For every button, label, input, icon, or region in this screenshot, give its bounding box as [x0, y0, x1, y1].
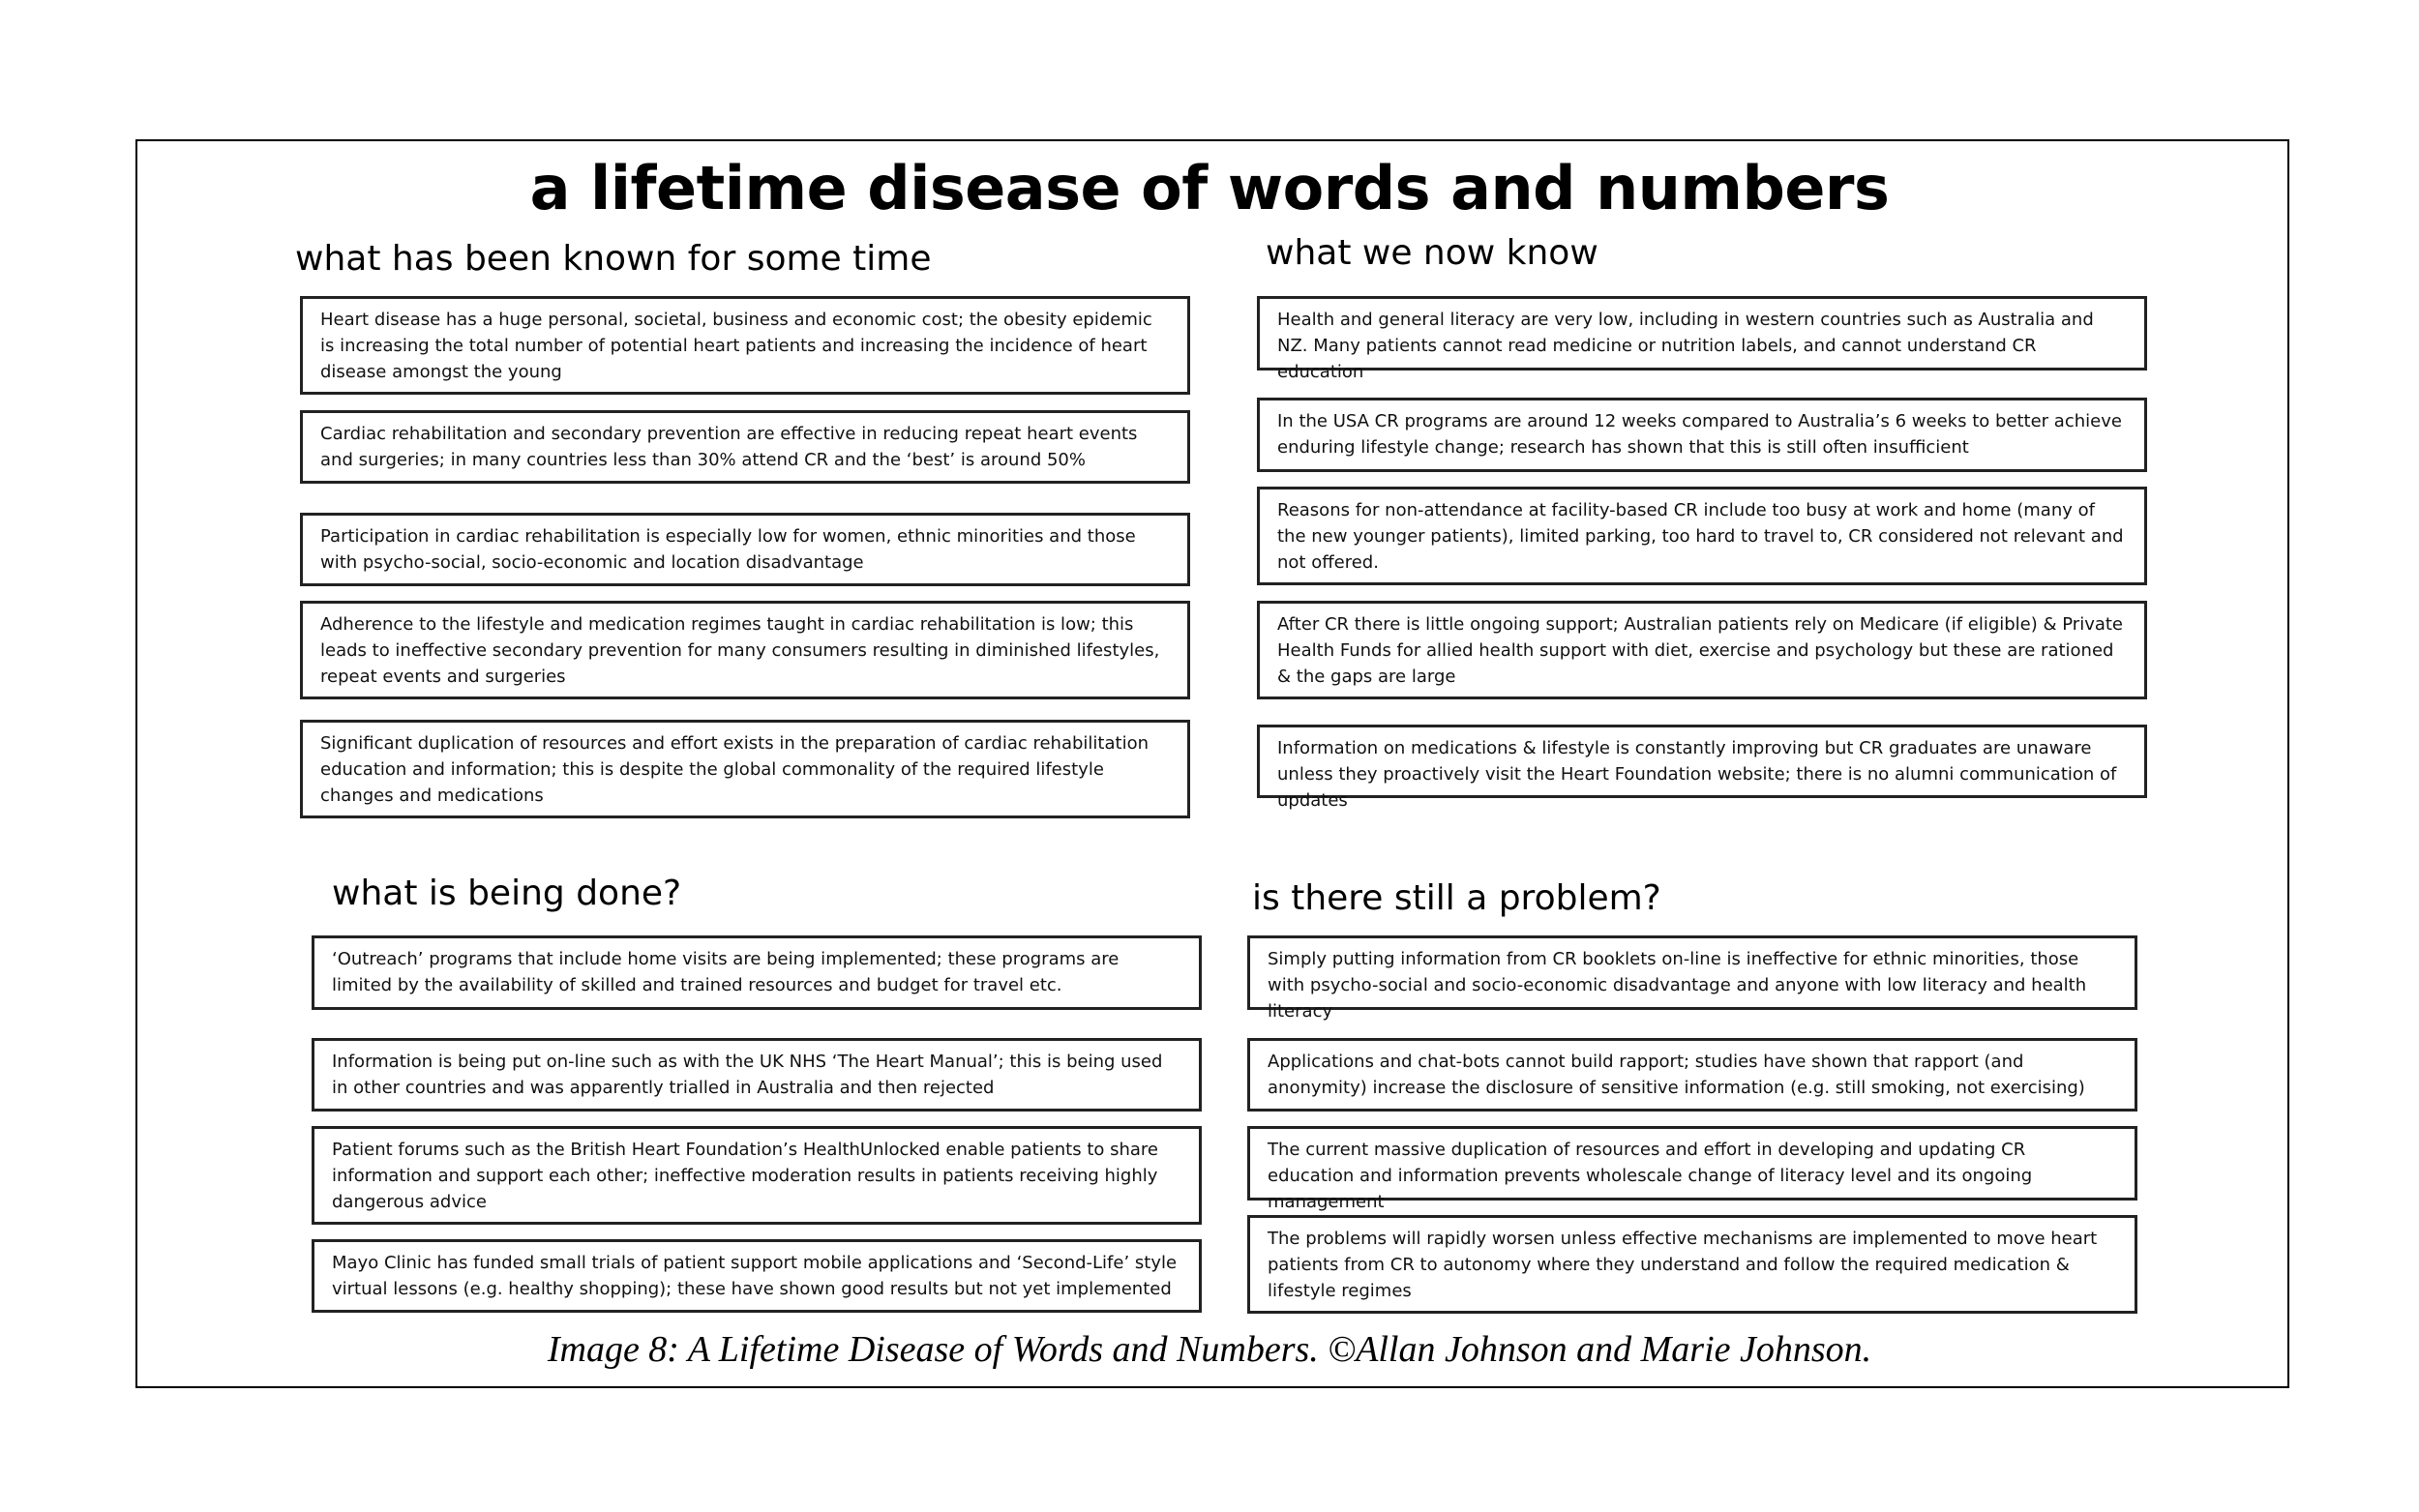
done-item-1: ‘Outreach’ programs that include home visits are being implemented; these programs are limited by the availability of skilled and trained resources and budget for travel etc.: [312, 935, 1202, 1010]
problem-item-3: The current massive duplication of resources and effort in developing and updating CR education and information prevents wholescale change of literacy level and its ongoing management: [1247, 1126, 2137, 1201]
done-item-4: Mayo Clinic has funded small trials of patient support mobile applications and ‘Second-Life’ style virtual lessons (e.g. healthy shopping); these have shown good results but not yet implemented: [312, 1239, 1202, 1313]
heading-now: what we now know: [1266, 233, 1598, 273]
known-item-4: Adherence to the lifestyle and medication regimes taught in cardiac rehabilitation is low; this leads to ineffective secondary prevention for many consumers resulting in diminished lifestyles, repeat events and surgeries: [300, 601, 1190, 699]
done-item-2: Information is being put on-line such as with the UK NHS ‘The Heart Manual’; this is being used in other countries and was apparently trialled in Australia and then rejected: [312, 1038, 1202, 1112]
figure-caption: Image 8: A Lifetime Disease of Words and Numbers. ©Allan Johnson and Marie Johnson.: [547, 1329, 1872, 1370]
now-item-4: After CR there is little ongoing support; Australian patients rely on Medicare (if eligible) & Private Health Funds for allied health support with diet, exercise and psychology but these are rationed & the gaps are large: [1257, 601, 2147, 699]
heading-problem: is there still a problem?: [1252, 878, 1661, 918]
done-item-3: Patient forums such as the British Heart Foundation’s HealthUnlocked enable patients to share information and support each other; ineffective moderation results in patients receiving highly dangerous advice: [312, 1126, 1202, 1225]
now-item-5: Information on medications & lifestyle is constantly improving but CR graduates are unaware unless they proactively visit the Heart Foundation website; there is no alumni communication of updates: [1257, 725, 2147, 798]
now-item-3: Reasons for non-attendance at facility-based CR include too busy at work and home (many of the new younger patients), limited parking, too hard to travel to, CR considered not relevant and not offered.: [1257, 487, 2147, 585]
known-item-2: Cardiac rehabilitation and secondary prevention are effective in reducing repeat heart events and surgeries; in many countries less than 30% attend CR and the ‘best’ is around 50%: [300, 410, 1190, 484]
known-item-5: Significant duplication of resources and effort exists in the preparation of cardiac rehabilitation education and information; this is despite the global commonality of the required lifestyle changes and medications: [300, 720, 1190, 818]
problem-item-4: The problems will rapidly worsen unless effective mechanisms are implemented to move heart patients from CR to autonomy where they understand and follow the required medication & lifestyle regimes: [1247, 1215, 2137, 1314]
now-item-2: In the USA CR programs are around 12 weeks compared to Australia’s 6 weeks to better achieve enduring lifestyle change; research has shown that this is still often insufficient: [1257, 398, 2147, 472]
heading-done: what is being done?: [332, 874, 682, 913]
heading-known: what has been known for some time: [295, 239, 932, 279]
problem-item-1: Simply putting information from CR booklets on-line is ineffective for ethnic minorities, those with psycho-social and socio-economic disadvantage and anyone with low literacy and health literacy: [1247, 935, 2137, 1010]
now-item-1: Health and general literacy are very low, including in western countries such as Australia and NZ. Many patients cannot read medicine or nutrition labels, and cannot understand CR education: [1257, 296, 2147, 371]
known-item-3: Participation in cardiac rehabilitation is especially low for women, ethnic minorities and those with psycho-social, socio-economic and location disadvantage: [300, 513, 1190, 586]
problem-item-2: Applications and chat-bots cannot build rapport; studies have shown that rapport (and anonymity) increase the disclosure of sensitive information (e.g. still smoking, not exercising): [1247, 1038, 2137, 1112]
known-item-1: Heart disease has a huge personal, societal, business and economic cost; the obesity epidemic is increasing the total number of potential heart patients and increasing the incidence of heart disease amongst the young: [300, 296, 1190, 395]
main-title: a lifetime disease of words and numbers: [529, 153, 1890, 223]
